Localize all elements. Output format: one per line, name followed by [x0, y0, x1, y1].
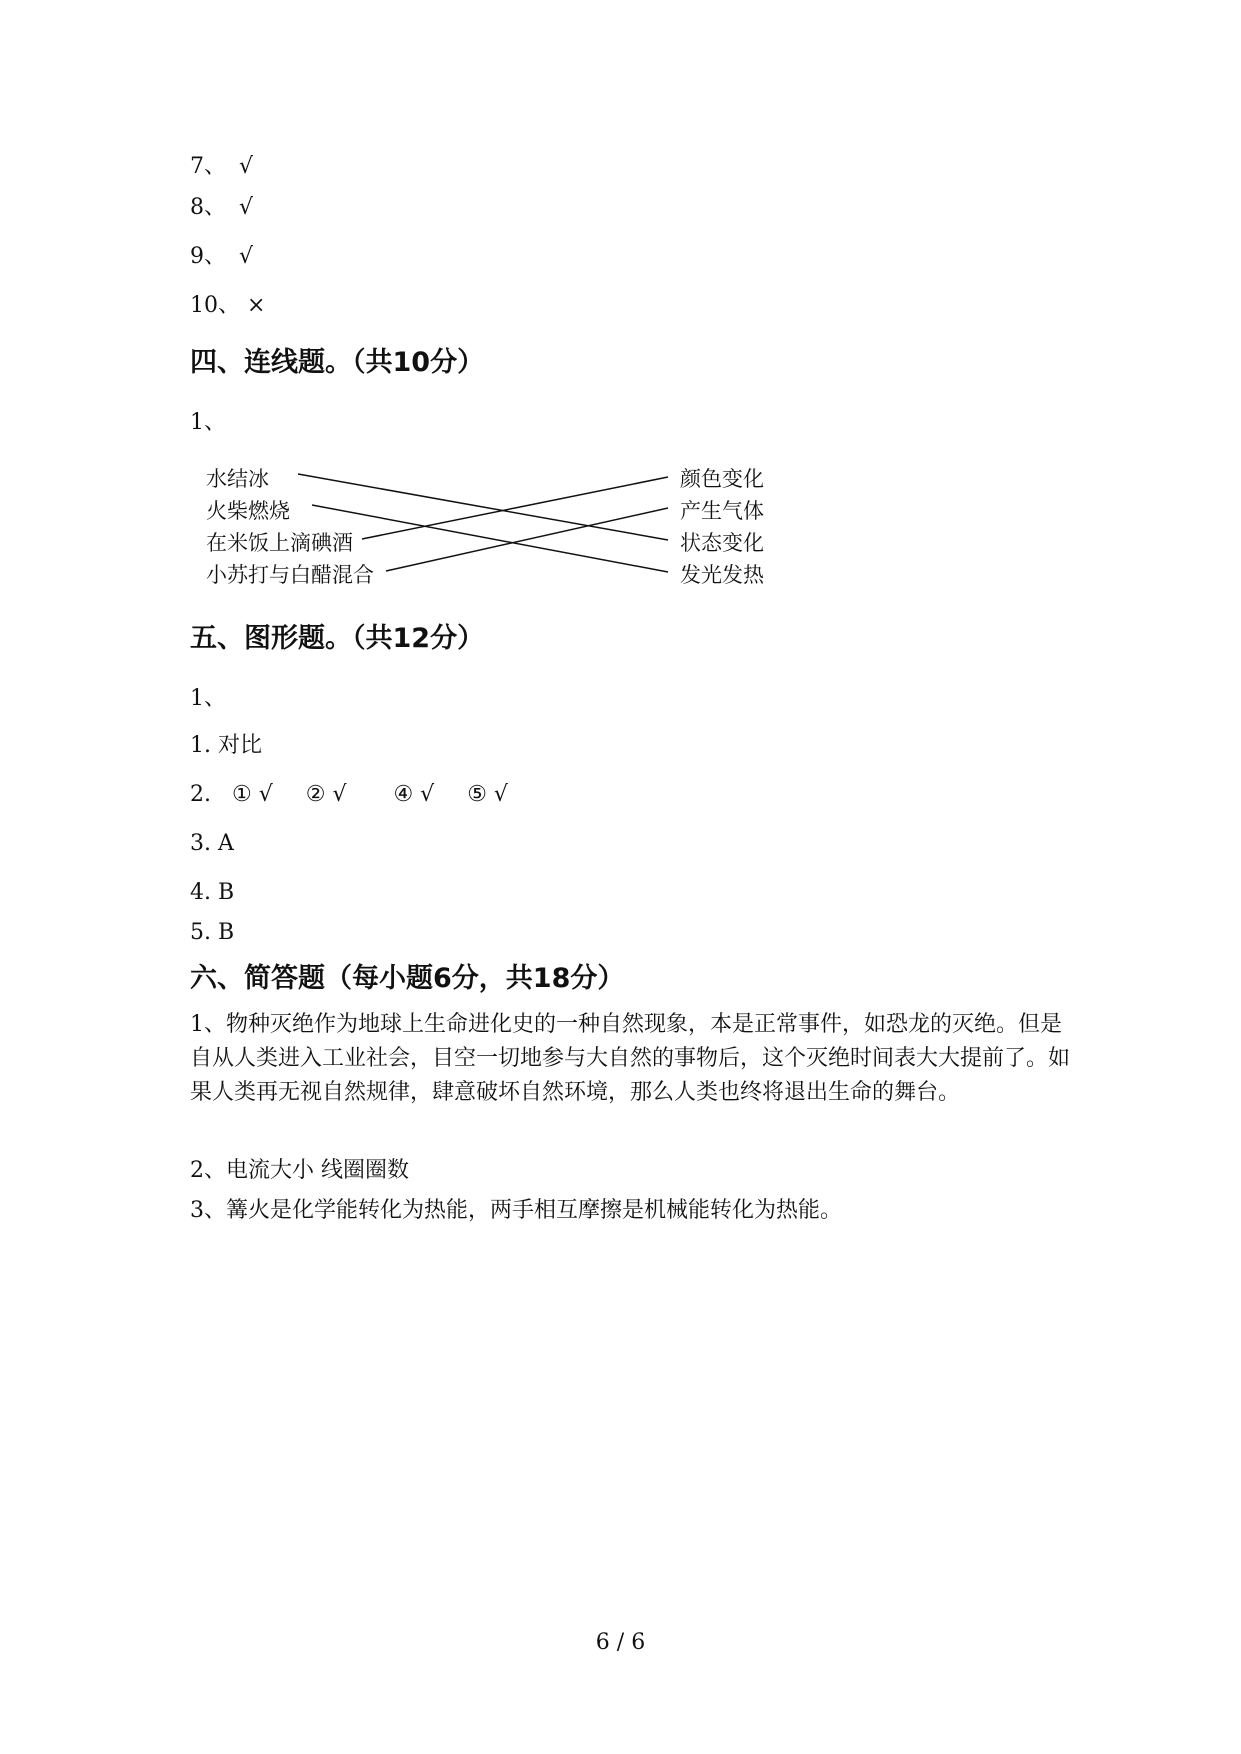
option-1: ① √ [232, 782, 273, 807]
section-5-title: 五、图形题。（共12分） [190, 623, 485, 654]
right-item-4: 发光发热 [680, 563, 764, 587]
left-item-1: 水结冰 [206, 467, 269, 491]
right-item-3: 状态变化 [680, 531, 764, 555]
section-5-question-label: 1、 [190, 686, 226, 711]
section-4-title: 四、连线题。（共10分） [190, 347, 485, 378]
right-item-1: 颜色变化 [680, 467, 764, 491]
check-mark: √ [239, 154, 254, 179]
page-number: 6 / 6 [595, 1630, 646, 1655]
right-item-2: 产生气体 [680, 499, 764, 523]
answer-number: 7、 [190, 154, 226, 179]
section-5-answer-5: 5. B [190, 920, 235, 945]
option-2: ② √ [305, 782, 347, 807]
section-6-answer-1: 1、物种灭绝作为地球上生命进化史的一种自然现象，本是正常事件，如恐龙的灭绝。但是自从人类进入工业社会，目空一切地参与大自然的事物后，这个灭绝时间表大大提前了。如果人类再无视自然规律，肆意破坏自然环境，那么人类也终将退出生命的舞台。 [190, 1012, 1071, 1105]
left-item-3: 在米饭上滴碘酒 [206, 531, 353, 555]
cross-mark: × [247, 293, 266, 318]
answer-number: 2. [190, 782, 211, 807]
answer-number: 8、 [190, 195, 226, 220]
section-6-title: 六、简答题（每小题6分，共18分） [190, 963, 625, 994]
section-5-answer-1: 1. 对比 [190, 733, 262, 758]
section-5-answer-3: 3. A [190, 831, 234, 856]
section-4-question-label: 1、 [190, 410, 226, 435]
left-item-4: 小苏打与白醋混合 [206, 563, 374, 587]
section-5-answer-4: 4. B [190, 880, 235, 905]
answer-number: 10、 [190, 293, 240, 318]
check-mark: √ [239, 244, 254, 269]
option-5: ⑤ √ [467, 782, 508, 807]
option-4: ④ √ [393, 782, 435, 807]
section-5-answer-2 [190, 780, 534, 810]
match-line-4 [386, 508, 668, 571]
match-line-3 [362, 477, 668, 539]
check-mark: √ [239, 195, 254, 220]
left-item-2: 火柴燃烧 [206, 499, 290, 523]
section-6-answer-3: 3、篝火是化学能转化为热能，两手相互摩擦是机械能转化为热能。 [190, 1198, 842, 1223]
answer-number: 9、 [190, 244, 226, 269]
match-line-1 [298, 474, 668, 540]
section-6-answer-2: 2、电流大小 线圈圈数 [190, 1158, 409, 1183]
